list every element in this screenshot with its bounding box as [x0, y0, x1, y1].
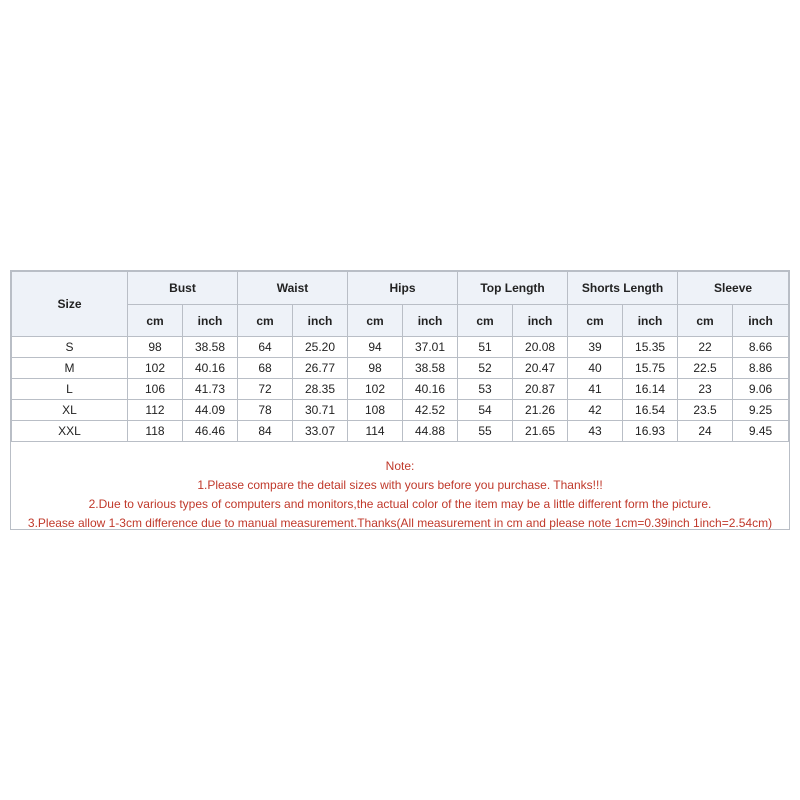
inch-value-cell: 16.14 — [623, 379, 678, 400]
notes-section — [11, 457, 789, 533]
cm-value-cell: 118 — [128, 421, 183, 442]
note-line-2: 2.Due to various types of computers and monitors,the actual color of the item may be a little different form the picture. — [88, 497, 712, 511]
unit-header-inch: inch — [623, 305, 678, 337]
size-cell: XXL — [12, 421, 128, 442]
table-row — [12, 400, 789, 421]
group-header-bust: Bust — [128, 272, 238, 305]
inch-value-cell: 26.77 — [293, 358, 348, 379]
inch-value-cell: 37.01 — [403, 337, 458, 358]
size-chart — [10, 270, 790, 530]
size-table — [11, 271, 789, 442]
inch-value-cell: 44.09 — [183, 400, 238, 421]
cm-value-cell: 23.5 — [678, 400, 733, 421]
inch-value-cell: 44.88 — [403, 421, 458, 442]
inch-value-cell: 46.46 — [183, 421, 238, 442]
table-row — [12, 358, 789, 379]
cm-value-cell: 55 — [458, 421, 513, 442]
size-cell: S — [12, 337, 128, 358]
inch-value-cell: 9.45 — [733, 421, 789, 442]
table-row — [12, 421, 789, 442]
inch-value-cell: 15.75 — [623, 358, 678, 379]
unit-header-cm: cm — [348, 305, 403, 337]
cm-value-cell: 22 — [678, 337, 733, 358]
cm-value-cell: 84 — [238, 421, 293, 442]
cm-value-cell: 64 — [238, 337, 293, 358]
cm-value-cell: 23 — [678, 379, 733, 400]
inch-value-cell: 9.25 — [733, 400, 789, 421]
unit-header-cm: cm — [678, 305, 733, 337]
size-header: Size — [12, 272, 128, 337]
cm-value-cell: 40 — [568, 358, 623, 379]
group-header-sleeve: Sleeve — [678, 272, 789, 305]
inch-value-cell: 20.47 — [513, 358, 568, 379]
group-header-top-length: Top Length — [458, 272, 568, 305]
cm-value-cell: 39 — [568, 337, 623, 358]
inch-value-cell: 28.35 — [293, 379, 348, 400]
inch-value-cell: 42.52 — [403, 400, 458, 421]
cm-value-cell: 68 — [238, 358, 293, 379]
inch-value-cell: 38.58 — [403, 358, 458, 379]
cm-value-cell: 43 — [568, 421, 623, 442]
cm-value-cell: 72 — [238, 379, 293, 400]
size-cell: M — [12, 358, 128, 379]
inch-value-cell: 25.20 — [293, 337, 348, 358]
cm-value-cell: 52 — [458, 358, 513, 379]
size-cell: XL — [12, 400, 128, 421]
inch-value-cell: 21.26 — [513, 400, 568, 421]
cm-value-cell: 114 — [348, 421, 403, 442]
unit-header-row — [12, 305, 789, 337]
inch-value-cell: 40.16 — [403, 379, 458, 400]
inch-value-cell: 21.65 — [513, 421, 568, 442]
cm-value-cell: 54 — [458, 400, 513, 421]
table-row — [12, 337, 789, 358]
inch-value-cell: 20.87 — [513, 379, 568, 400]
unit-header-inch: inch — [513, 305, 568, 337]
inch-value-cell: 38.58 — [183, 337, 238, 358]
unit-header-inch: inch — [403, 305, 458, 337]
cm-value-cell: 78 — [238, 400, 293, 421]
cm-value-cell: 108 — [348, 400, 403, 421]
unit-header-cm: cm — [458, 305, 513, 337]
inch-value-cell: 16.93 — [623, 421, 678, 442]
unit-header-cm: cm — [128, 305, 183, 337]
cm-value-cell: 42 — [568, 400, 623, 421]
inch-value-cell: 33.07 — [293, 421, 348, 442]
inch-value-cell: 40.16 — [183, 358, 238, 379]
cm-value-cell: 102 — [128, 358, 183, 379]
group-header-shorts-length: Shorts Length — [568, 272, 678, 305]
size-rows — [12, 337, 789, 442]
table-row — [12, 379, 789, 400]
group-header-waist: Waist — [238, 272, 348, 305]
inch-value-cell: 30.71 — [293, 400, 348, 421]
unit-header-cm: cm — [238, 305, 293, 337]
cm-value-cell: 106 — [128, 379, 183, 400]
size-cell: L — [12, 379, 128, 400]
cm-value-cell: 22.5 — [678, 358, 733, 379]
inch-value-cell: 15.35 — [623, 337, 678, 358]
note-line-3: 3.Please allow 1-3cm difference due to manual measurement.Thanks(All measurement in cm and please note 1cm=0.39inch 1inch=2.54cm) — [27, 516, 773, 530]
note-heading: Note: — [385, 459, 415, 473]
unit-header-inch: inch — [733, 305, 789, 337]
unit-header-inch: inch — [183, 305, 238, 337]
cm-value-cell: 41 — [568, 379, 623, 400]
group-header-hips: Hips — [348, 272, 458, 305]
inch-value-cell: 8.86 — [733, 358, 789, 379]
unit-header-cm: cm — [568, 305, 623, 337]
unit-header-inch: inch — [293, 305, 348, 337]
cm-value-cell: 98 — [348, 358, 403, 379]
inch-value-cell: 9.06 — [733, 379, 789, 400]
cm-value-cell: 51 — [458, 337, 513, 358]
note-line-1: 1.Please compare the detail sizes with yours before you purchase. Thanks!!! — [197, 478, 603, 492]
cm-value-cell: 24 — [678, 421, 733, 442]
inch-value-cell: 41.73 — [183, 379, 238, 400]
inch-value-cell: 16.54 — [623, 400, 678, 421]
inch-value-cell: 8.66 — [733, 337, 789, 358]
cm-value-cell: 53 — [458, 379, 513, 400]
cm-value-cell: 94 — [348, 337, 403, 358]
cm-value-cell: 102 — [348, 379, 403, 400]
cm-value-cell: 112 — [128, 400, 183, 421]
cm-value-cell: 98 — [128, 337, 183, 358]
inch-value-cell: 20.08 — [513, 337, 568, 358]
